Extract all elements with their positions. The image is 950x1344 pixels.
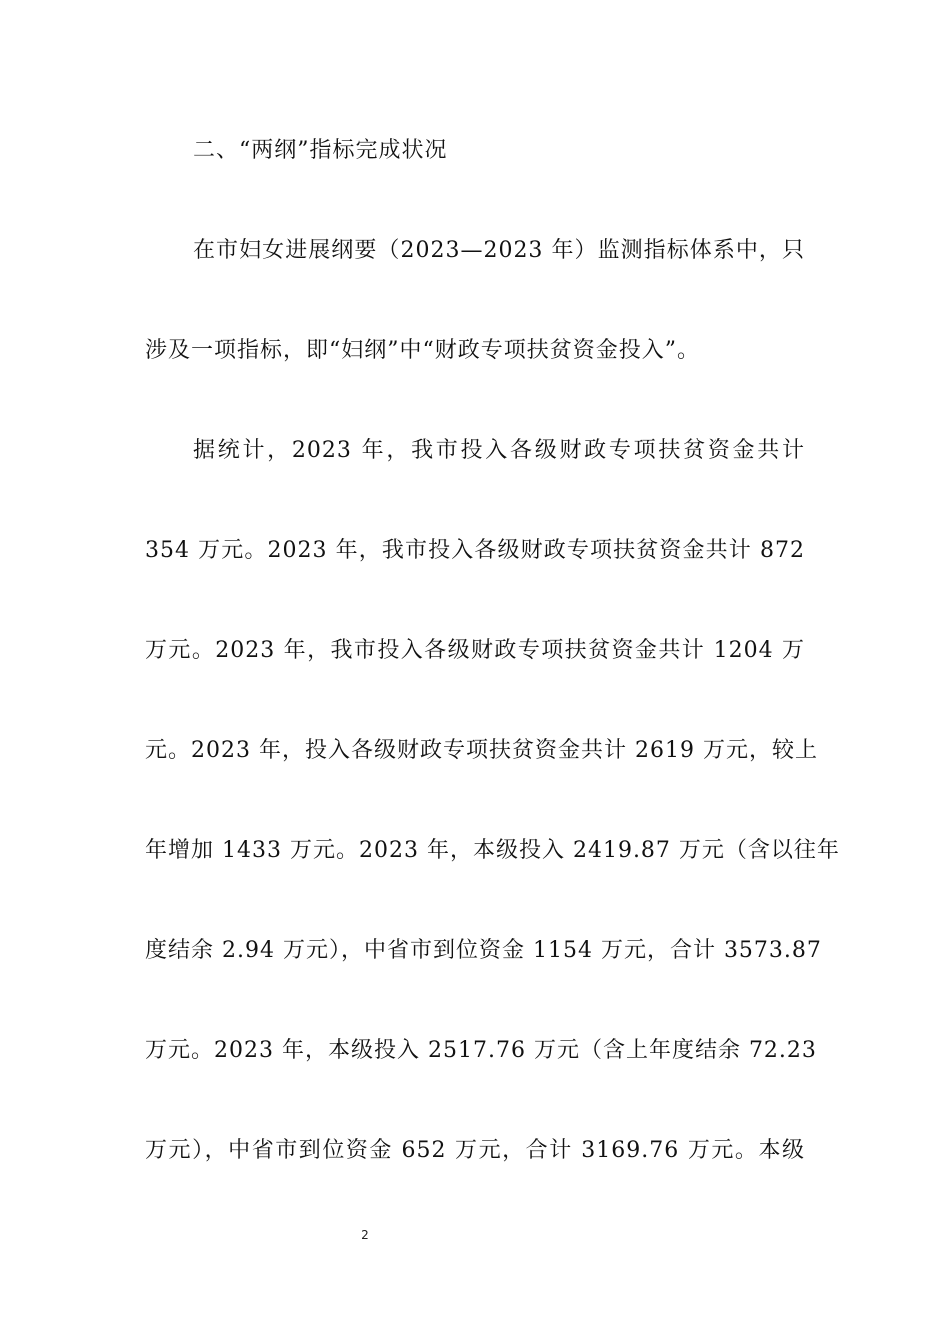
paragraph-line: 在市妇女进展纲要（2023—2023 年）监测指标体系中，只 [193, 238, 805, 263]
paragraph-line: 据统计，2023 年，我市投入各级财政专项扶贫资金共计 [193, 438, 805, 463]
section-heading: 二、“两纲”指标完成状况 [193, 138, 448, 163]
paragraph-line: 涉及一项指标，即“妇纲”中“财政专项扶贫资金投入”。 [145, 338, 700, 363]
paragraph-line: 万元。2023 年，本级投入 2517.76 万元（含上年度结余 72.23 [145, 1038, 817, 1063]
page-number: 2 [361, 1228, 369, 1242]
paragraph-line: 度结余 2.94 万元），中省市到位资金 1154 万元，合计 3573.87 [145, 938, 822, 963]
paragraph-line: 万元。2023 年，我市投入各级财政专项扶贫资金共计 1204 万 [145, 638, 805, 663]
paragraph-line: 元。2023 年，投入各级财政专项扶贫资金共计 2619 万元，较上 [145, 738, 818, 763]
paragraph-line: 354 万元。2023 年，我市投入各级财政专项扶贫资金共计 872 [145, 538, 805, 563]
paragraph-line: 年增加 1433 万元。2023 年，本级投入 2419.87 万元（含以往年 [145, 838, 840, 863]
paragraph-line: 万元），中省市到位资金 652 万元，合计 3169.76 万元。本级 [145, 1138, 805, 1163]
